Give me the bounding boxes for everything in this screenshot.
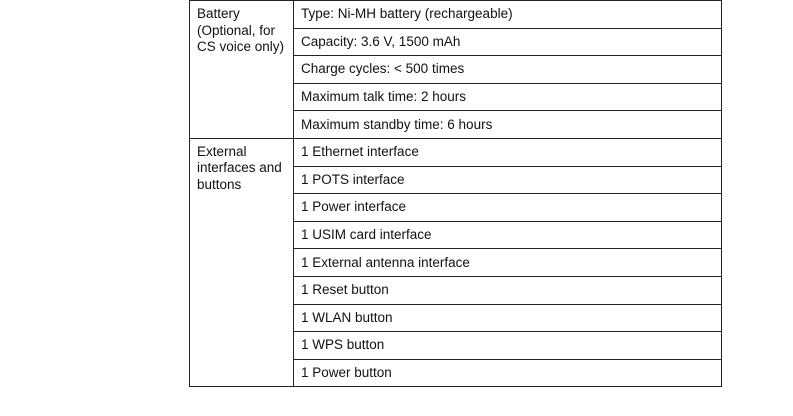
spec-cell: 1 Power interface	[294, 194, 722, 222]
category-cell-interfaces: External interfaces and buttons	[190, 138, 294, 386]
spec-cell: 1 POTS interface	[294, 166, 722, 194]
category-cell-battery: Battery (Optional, for CS voice only)	[190, 1, 294, 139]
spec-cell: 1 USIM card interface	[294, 221, 722, 249]
spec-cell: 1 Ethernet interface	[294, 138, 722, 166]
spec-cell: 1 WLAN button	[294, 304, 722, 332]
spec-table-body	[190, 1, 722, 387]
spec-cell: Capacity: 3.6 V, 1500 mAh	[294, 28, 722, 56]
spec-cell: Maximum standby time: 6 hours	[294, 111, 722, 139]
spec-cell: 1 WPS button	[294, 332, 722, 360]
spec-cell: Maximum talk time: 2 hours	[294, 83, 722, 111]
spec-cell: 1 Reset button	[294, 276, 722, 304]
spec-cell: 1 External antenna interface	[294, 249, 722, 277]
table-row	[190, 1, 722, 29]
spec-cell: Type: Ni-MH battery (rechargeable)	[294, 1, 722, 29]
table-row	[190, 138, 722, 166]
spec-table	[189, 0, 722, 387]
spec-cell: Charge cycles: < 500 times	[294, 56, 722, 84]
spec-cell: 1 Power button	[294, 359, 722, 387]
